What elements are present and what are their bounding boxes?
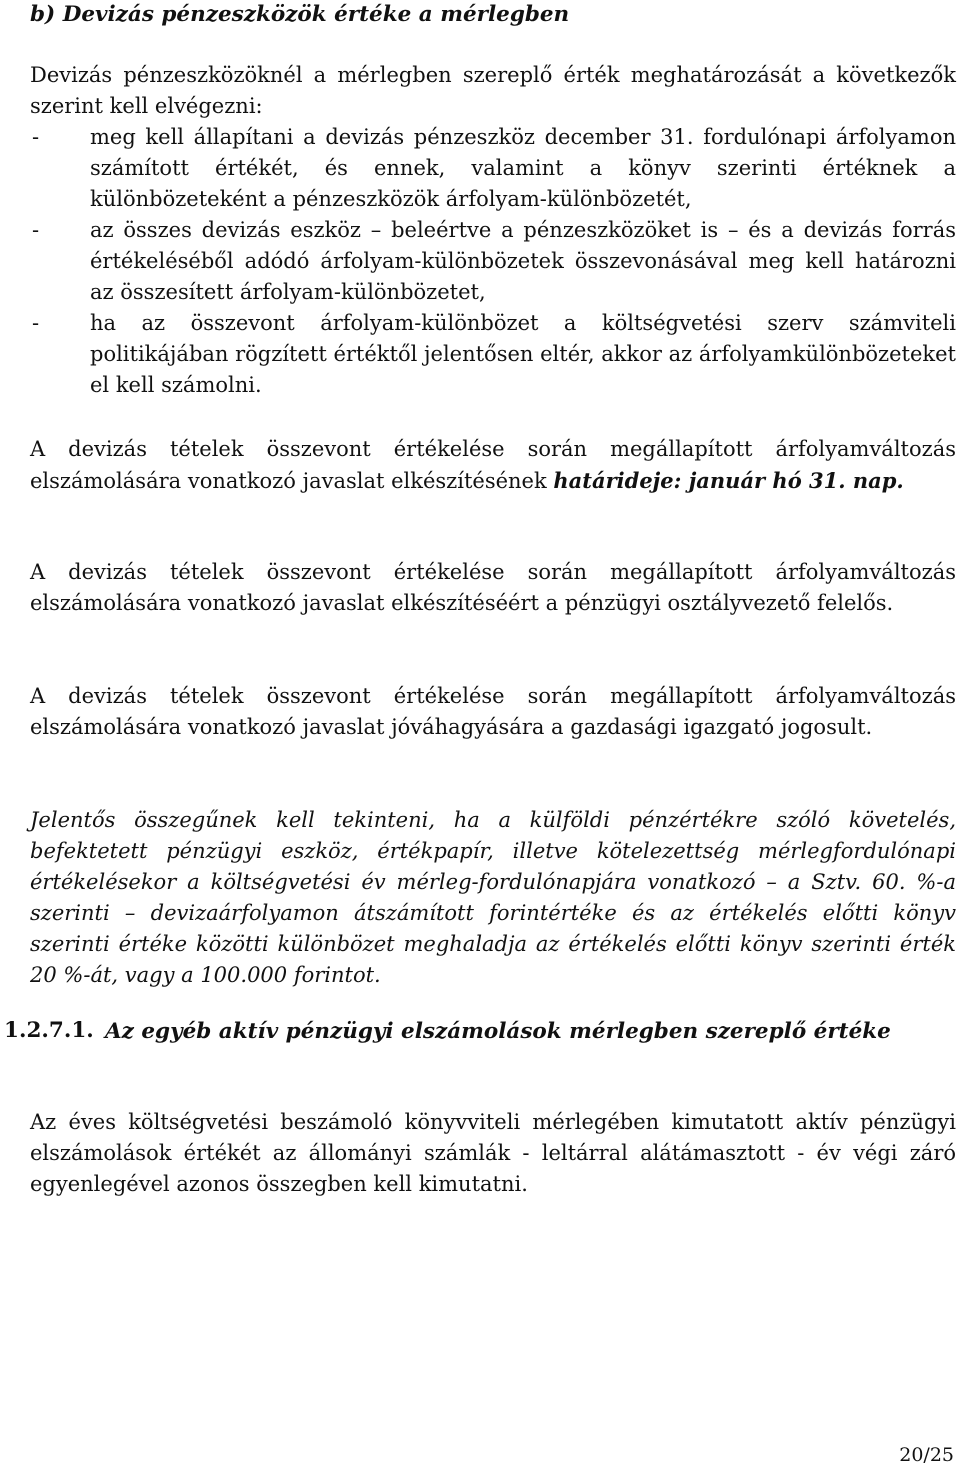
bullet-item: meg kell állapítani a devizás pénzeszköz december 31. fordulónapi árfolyamon számított értékét, és ennek, valamint a könyv szerinti értéknek a különbözeteként a pénzeszközök árfolyam-különbözetét, <box>90 125 956 211</box>
responsible-paragraph: A devizás tételek összevont értékelése során megállapított árfolyamváltozás elszámolására vonatkozó javaslat elkészítéséért a pénzügyi osztályvezető felelős. <box>30 560 956 615</box>
subsection-title: Az egyéb aktív pénzügyi elszámolások mérlegben szereplő értéke <box>105 1019 891 1044</box>
deadline-paragraph <box>30 434 956 497</box>
section-heading: b) Devizás pénzeszközök értéke a mérlegben <box>30 2 570 27</box>
significance-paragraph: Jelentős összegűnek kell tekinteni, ha a külföldi pénzértékre szóló követelés, befektetett pénzügyi eszköz, értékpapír, illetve kötelezettség mérlegfordulónapi értékelésekor a költségvetési év mérleg-fordulónapjára vonatkozó – a Sztv. 60. %-a szerinti – devizaárfolyamon átszámított forintértéke és az értékelés előtti könyv szerinti értéke közötti különbözet meghaladja az értékelés előtti könyv szerinti érték 20 %-át, vagy a 100.000 forintot. <box>30 808 956 987</box>
intro-paragraph: Devizás pénzeszközöknél a mérlegben szereplő érték meghatározását a következők szerint kell elvégezni: <box>30 63 956 118</box>
deadline-emphasis: határideje: január hó 31. nap. <box>553 468 904 493</box>
subsection-number: 1.2.7.1. <box>4 1018 94 1043</box>
page-number: 20/25 <box>899 1444 954 1466</box>
bullet-item: ha az összevont árfolyam-különbözet a költségvetési szerv számviteli politikájában rögzített értéktől jelentősen eltér, akkor az árfolyamkülönbözeteket el kell számolni. <box>90 311 956 397</box>
bullet-marker: - <box>32 311 40 335</box>
bullet-item: az összes devizás eszköz – beleértve a pénzeszközöket is – és a devizás forrás értékeléséből adódó árfolyam-különbözetek összevonásával meg kell határozni az összesített árfolyam-különbözetet, <box>90 218 956 304</box>
approval-paragraph: A devizás tételek összevont értékelése során megállapított árfolyamváltozás elszámolására vonatkozó javaslat jóváhagyására a gazdasági igazgató jogosult. <box>30 684 956 739</box>
deadline-text: A devizás tételek összevont értékelése során megállapított árfolyamváltozás elszámolására vonatkozó javaslat elkészítésének <box>30 437 956 493</box>
bullet-marker: - <box>32 125 40 149</box>
bullet-marker: - <box>32 218 40 242</box>
subsection-body: Az éves költségvetési beszámoló könyvviteli mérlegében kimutatott aktív pénzügyi elszámolások értékét az állományi számlák - leltárral alátámasztott - év végi záró egyenlegével azonos összegben kell kimutatni. <box>30 1110 956 1196</box>
